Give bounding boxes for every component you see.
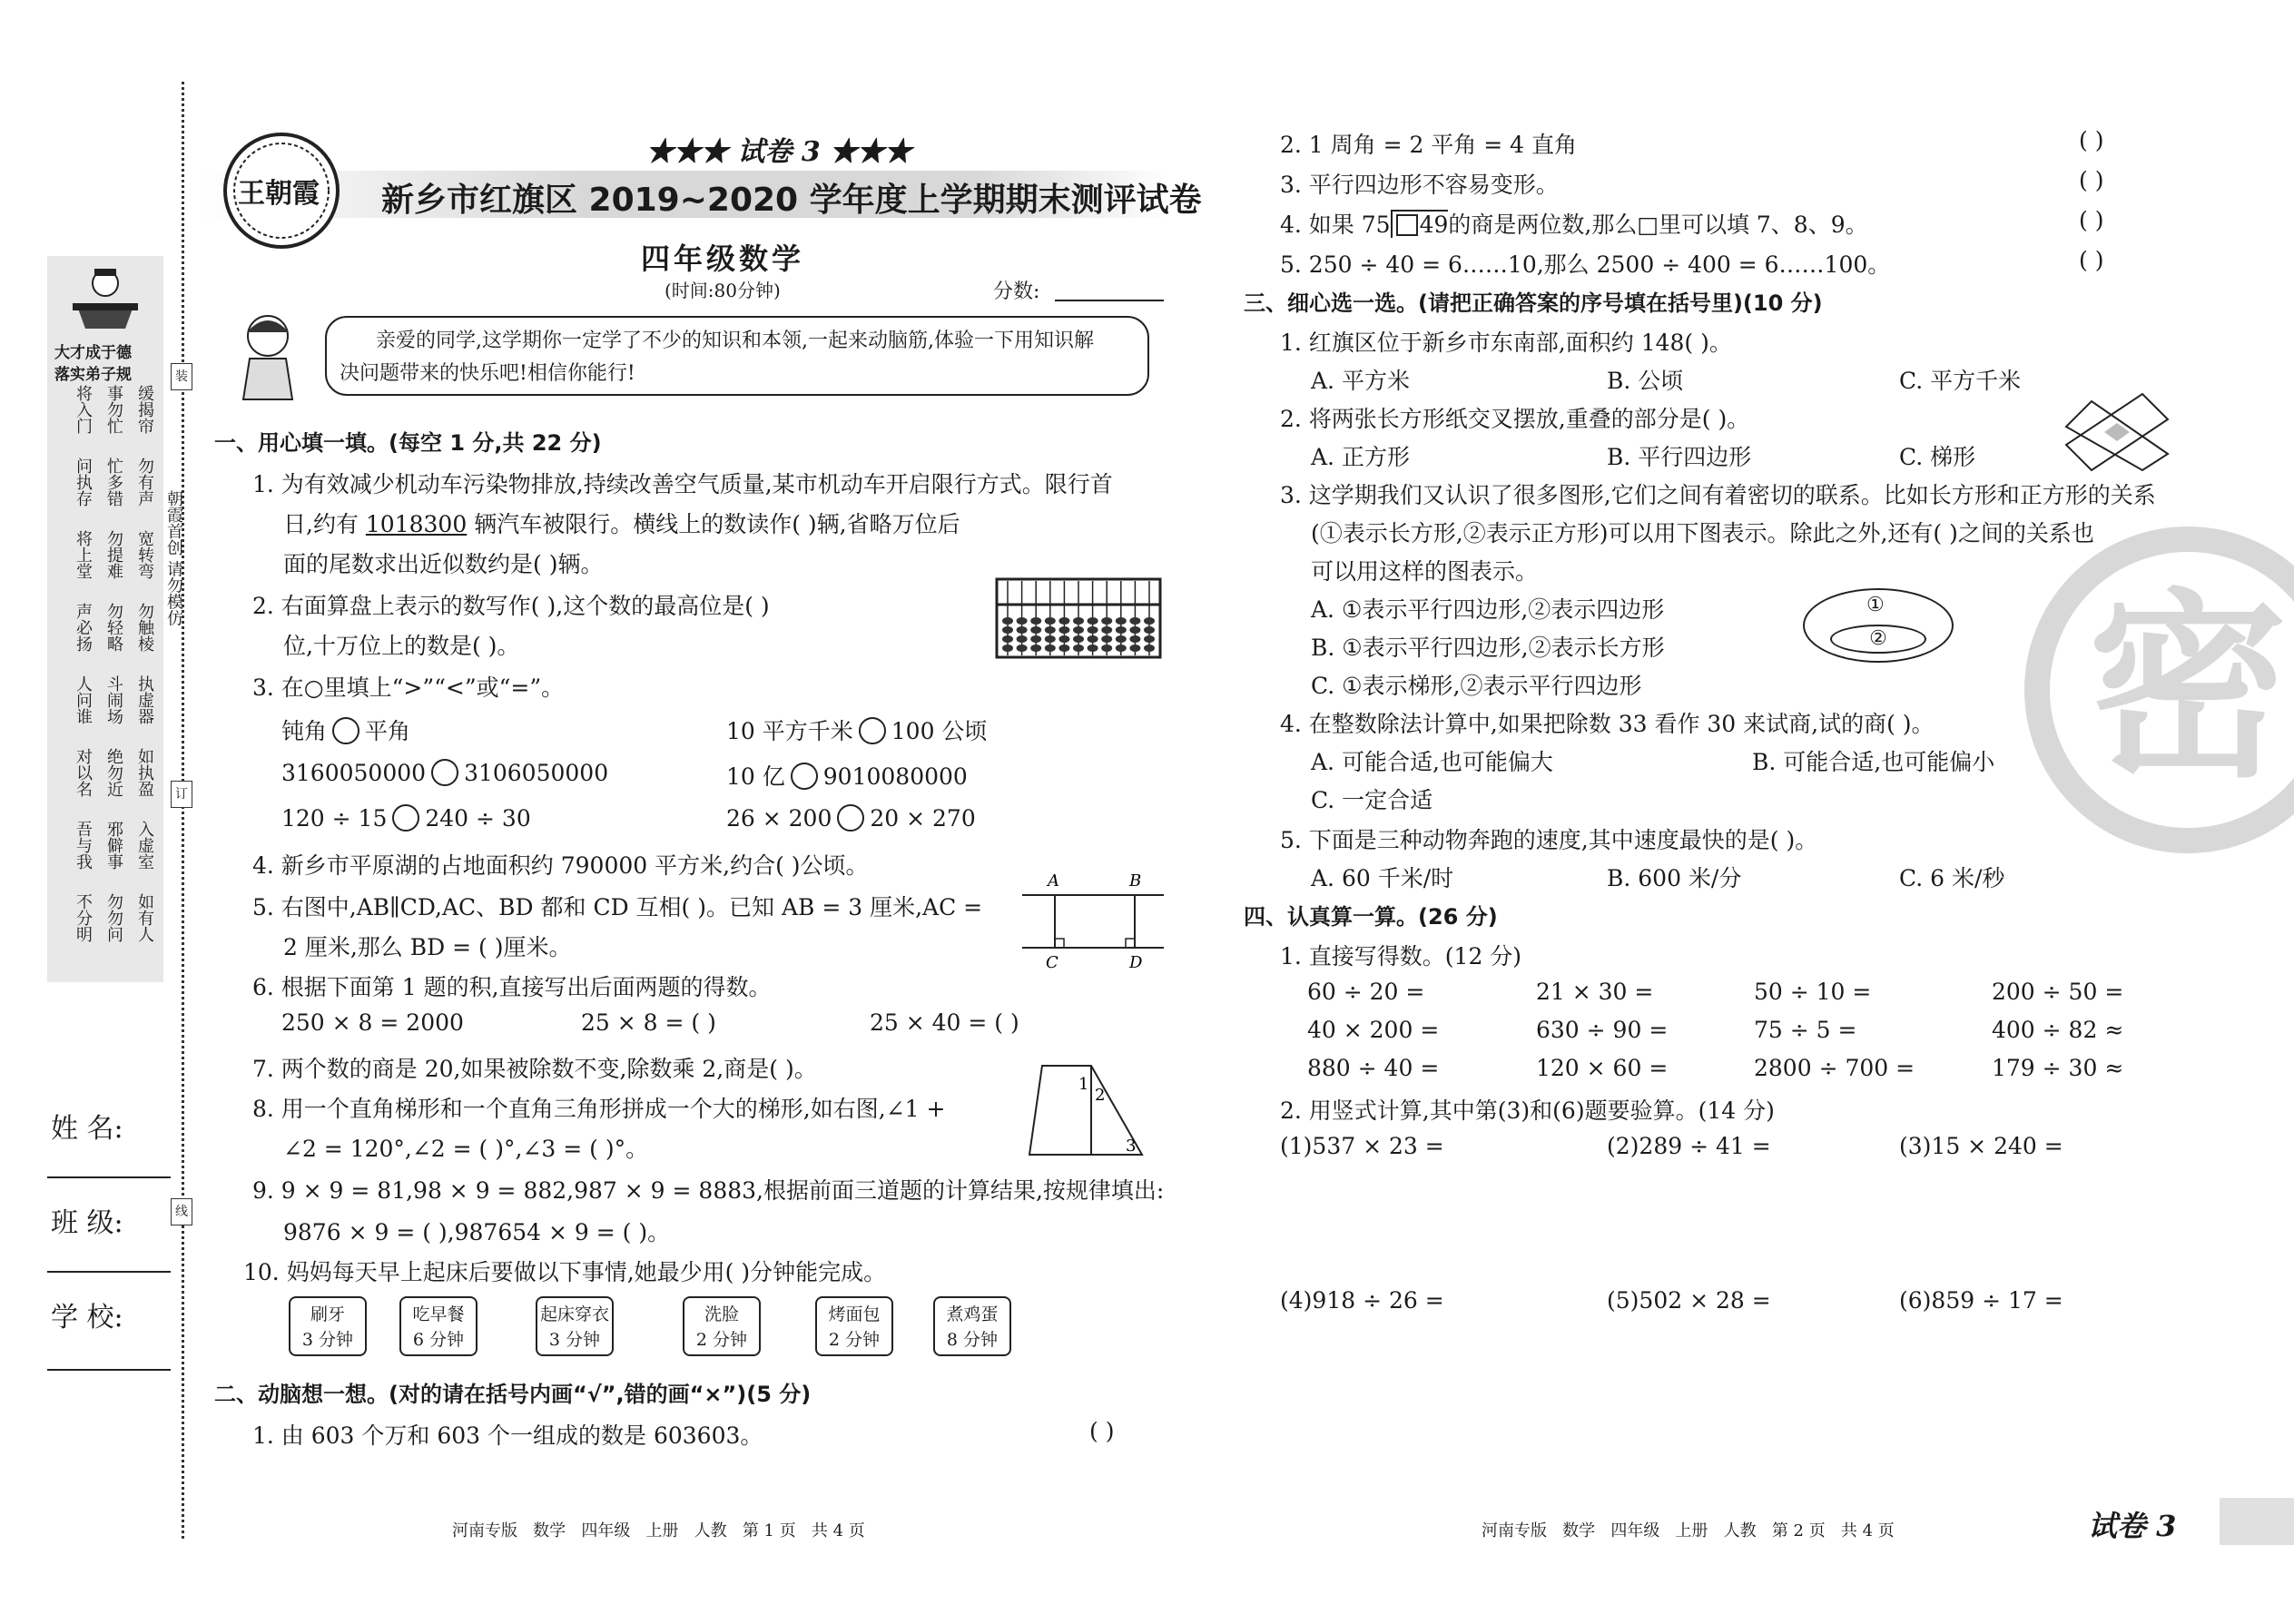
confidential-watermark: 密 [2024,527,2294,853]
score-field[interactable] [1055,300,1164,301]
compare-circle[interactable] [837,804,864,832]
s1-q2-line1: 2. 右面算盘上表示的数写作( ),这个数的最高位是( ) [252,593,770,619]
motto-phrase: 执虚器 [135,675,154,724]
motto-phrase: 绝勿近 [104,748,123,797]
school-field[interactable] [47,1369,171,1371]
footer-left: 河南专版 数学 四年级 上册 人教 第 1 页 共 4 页 [452,1521,865,1540]
task-time: 8 分钟 [946,1330,999,1350]
motto-phrase: 将上堂 [74,530,93,579]
abacus-bead [1116,635,1127,643]
s3-q1-opt-a: A. 平方米 [1311,368,1410,394]
compare-4 [726,759,968,792]
vert-calc-6: (6)859 ÷ 17 = [1899,1287,2063,1314]
s2-item-3: 3. 平行四边形不容易变形。 [1280,172,1559,198]
motto-phrase: 人问谁 [74,675,93,724]
s1-q1-line3: 面的尾数求出近似数约是( )辆。 [283,551,604,577]
motto-phrase: 对以名 [74,748,93,797]
compare-6 [726,804,976,832]
s1-q1-number: 1018300 [365,511,468,537]
section-3-title: 三、细心选一选。(请把正确答案的序号填在括号里)(10 分) [1244,290,1823,316]
s3-q1-opt-b: B. 公顷 [1607,368,1684,394]
motto-phrase: 声必扬 [74,603,93,652]
task-name: 起床穿衣 [539,1304,609,1324]
s3-q1-opt-c: C. 平方千米 [1899,368,2022,394]
s3-q4: 4. 在整数除法计算中,如果把除数 33 看作 30 来试商,试的商( )。 [1280,711,1935,737]
girl-mascot [227,309,309,408]
s3-q3-opt-c: C. ①表示梯形,②表示平行四边形 [1311,673,1642,699]
s2-answer-1[interactable]: ( ) [1089,1418,1115,1444]
fold-mark-3: 线 [171,1198,192,1225]
s4-q2: 2. 用竖式计算,其中第(3)和(6)题要验算。(14 分) [1280,1097,1775,1124]
motto-phrase: 勿轻略 [104,603,123,652]
motto-panel [47,256,163,982]
section-1-title: 一、用心填一填。(每空 1 分,共 22 分) [214,430,602,456]
task-box [536,1296,614,1356]
abacus-bead [1101,635,1112,643]
motto-phrase: 忙多错 [104,458,123,507]
task-name: 洗脸 [704,1304,739,1324]
oral-calc-item: 880 ÷ 40 = [1307,1055,1440,1081]
s3-q5-opt-a: A. 60 千米/时 [1311,865,1454,891]
s3-q1: 1. 红旗区位于新乡市东南部,面积约 148( )。 [1280,330,1732,356]
digit-box[interactable] [1396,214,1418,236]
motto-phrase: 勿提难 [104,530,123,579]
greeting-line-1: 亲爱的同学,这学期你一定学了不少的知识和本领,一起来动脑筋,体验一下用知识解 [376,330,1094,352]
subject-title: 四年级数学 [641,241,805,276]
abacus-bead [1017,635,1028,643]
abacus-bead [1144,626,1155,634]
s3-q3-opt-a: A. ①表示平行四边形,②表示四边形 [1311,596,1665,623]
task-time: 3 分钟 [548,1330,601,1350]
cmp-left: 120 ÷ 15 [281,805,388,832]
scholar-illustration [60,263,151,336]
compare-1 [281,714,410,746]
vert-calc-3: (3)15 × 240 = [1899,1133,2063,1159]
motto-phrase: 事勿忙 [104,385,123,434]
venn-outer-label: ① [1866,594,1885,616]
logo-text: 王朝霞 [238,178,320,210]
paper-badge-text: 试卷 3 [737,136,821,168]
task-time: 2 分钟 [828,1330,881,1350]
abacus-bead [1088,617,1098,625]
s1-q6: 6. 根据下面第 1 题的积,直接写出后面两题的得数。 [252,974,772,1000]
abacus-bead [1144,635,1155,643]
s1-q5-line2: 2 厘米,那么 BD = ( )厘米。 [283,934,572,960]
abacus-bead [1129,645,1140,652]
angle-3: 3 [1126,1137,1137,1156]
s2-item-4-text: 4. 如果 75 [1280,212,1391,238]
s1-q8-line1: 8. 用一个直角梯形和一个直角三角形拼成一个大的梯形,如右图,∠1 + [252,1096,946,1122]
abacus-bead [1030,626,1041,634]
task-time: 2 分钟 [695,1330,748,1350]
motto-columns [65,385,156,971]
trapezoid-figure [1026,1060,1153,1160]
fold-mark-1: 装 [171,363,192,390]
abacus-bead [1045,626,1056,634]
task-box [933,1296,1011,1356]
s4-q1: 1. 直接写得数。(12 分) [1280,943,1522,969]
s1-q9-line2: 9876 × 9 = ( ),987654 × 9 = ( )。 [283,1219,671,1245]
abacus-bead [1073,635,1084,643]
s2-answer-5[interactable]: ( ) [2079,247,2104,273]
s1-q1-text2: 辆汽车被限行。横线上的数读作( )辆,省略万位后 [474,511,960,537]
abacus-bead [1116,645,1127,652]
task-name: 吃早餐 [412,1304,465,1324]
abacus-bead [1088,645,1098,652]
abacus-bead [1002,617,1013,625]
s1-q1-text: 日,约有 [283,511,359,537]
abacus-bead [1144,645,1155,652]
s1-q5-line1: 5. 右图中,AB∥CD,AC、BD 都和 CD 互相( )。已知 AB = 3 厘米,AC = [252,894,983,920]
cmp-left: 26 × 200 [726,805,832,832]
abacus-bead [1002,626,1013,634]
task-box [683,1296,761,1356]
s2-item-1: 1. 由 603 个万和 603 个一组成的数是 603603。 [252,1422,763,1449]
label-d: D [1129,953,1143,971]
motto-phrase: 不分明 [74,893,93,942]
task-name: 烤面包 [828,1304,881,1324]
oral-calc-item: 60 ÷ 20 = [1307,979,1425,1005]
s3-q3-line2: (①表示长方形,②表示正方形)可以用下图表示。除此之外,还有( )之间的关系也 [1311,520,2094,546]
abacus-bead [1101,617,1112,625]
angle-2: 2 [1095,1086,1106,1105]
angle-1: 1 [1078,1075,1089,1094]
class-field[interactable] [47,1271,171,1273]
cmp-left: 3160050000 [281,760,427,786]
oral-calc-item: 21 × 30 = [1536,979,1654,1005]
s2-item-2: 2. 1 周角 = 2 平角 = 4 直角 [1280,132,1578,158]
section-4-title: 四、认真算一算。(26 分) [1244,904,1498,930]
abacus-bead [1030,645,1041,652]
motto-phrase: 缓揭帘 [135,385,154,434]
task-time: 6 分钟 [412,1330,465,1350]
motto-phrase: 勿有声 [135,458,154,507]
class-label: 班 级: [51,1207,123,1239]
motto-phrase: 问执存 [74,458,93,507]
paper-badge: ★★★ 试卷 3 ★★★ [646,136,912,168]
s1-q9-line1: 9. 9 × 9 = 81,98 × 9 = 882,987 × 9 = 8883,根据前面三道题的计算结果,按规律填出: [252,1177,1165,1204]
oral-calc-item: 75 ÷ 5 = [1754,1017,1857,1043]
oral-calc-item: 630 ÷ 90 = [1536,1017,1669,1043]
s3-q4-opt-c: C. 一定合适 [1311,787,1433,813]
abacus-bead [1045,617,1056,625]
compare-circle[interactable] [859,717,886,744]
cmp-left: 10 平方千米 [726,718,853,744]
s1-q1-line1: 1. 为有效减少机动车污染物排放,持续改善空气质量,某市机动车开启限行方式。限行首 [252,471,1113,497]
greeting-line-2: 决问题带来的快乐吧!相信你能行! [340,362,635,385]
motto-line-2: 落实弟子规 [54,366,132,384]
motto-phrase: 邪僻事 [104,821,123,870]
motto-phrase: 如执盈 [135,748,154,797]
motto-phrase: 如有人 [135,893,154,942]
task-box [289,1296,367,1356]
s3-q4-opt-b: B. 可能合适,也可能偏小 [1752,749,1995,775]
s1-q7: 7. 两个数的商是 20,如果被除数不变,除数乘 2,商是( )。 [252,1056,817,1082]
abacus-bead [1017,617,1028,625]
parallel-lines-figure [1019,870,1167,971]
abacus-bead [1088,635,1098,643]
name-field[interactable] [47,1176,171,1178]
label-b: B [1129,871,1142,891]
abacus-bead [1058,635,1069,643]
compare-circle[interactable] [332,717,359,744]
abacus-bead [1017,645,1028,652]
cmp-right: 100 公顷 [891,718,988,744]
school-label: 学 校: [51,1302,123,1334]
label-c: C [1046,953,1058,971]
s3-q3-line3: 可以用这样的图表示。 [1311,558,1539,585]
abacus-bead [1129,617,1140,625]
abacus-bead [1030,635,1041,643]
s2-answer-4[interactable]: ( ) [2079,207,2104,233]
compare-circle[interactable] [791,763,818,790]
compare-circle[interactable] [431,759,458,786]
s1-q8-line2: ∠2 = 120°,∠2 = ( )°,∠3 = ( )°。 [283,1136,649,1162]
abacus-bead [1002,645,1013,652]
motto-phrase: 勿勿问 [104,893,123,942]
vert-calc-1: (1)537 × 23 = [1280,1133,1444,1159]
corner-label: 试卷 3 [2088,1509,2177,1543]
oral-calc-item: 200 ÷ 50 = [1992,979,2124,1005]
label-a: A [1048,871,1059,891]
compare-circle[interactable] [392,804,419,832]
abacus-bead [1129,635,1140,643]
s2-item-4-tail: 的商是两位数,那么□里可以填 7、8、9。 [1448,212,1868,238]
vert-calc-2: (2)289 ÷ 41 = [1607,1133,1771,1159]
task-time: 3 分钟 [301,1330,354,1350]
footer-right: 河南专版 数学 四年级 上册 人教 第 2 页 共 4 页 [1482,1521,1895,1540]
cmp-right: 9010080000 [822,763,968,790]
abacus-bead [1058,617,1069,625]
s3-q2-opt-c: C. 梯形 [1899,444,1976,470]
crossed-rectangles-figure [2059,390,2177,472]
abacus-bead [1116,617,1127,625]
s3-q4-opt-a: A. 可能合适,也可能偏大 [1311,749,1553,775]
task-name: 刷牙 [310,1304,345,1324]
s1-q6-item-2: 25 × 8 = ( ) [581,1009,716,1036]
abacus-bead [1017,626,1028,634]
seal-text: 朝霞首创 请勿模仿 [164,490,183,626]
abacus-bead [1002,635,1013,643]
s1-q6-item-3: 25 × 40 = ( ) [870,1009,1019,1036]
venn-inner: ② [1830,625,1926,654]
abacus-figure [995,577,1162,659]
abacus-bead [1030,617,1041,625]
motto-phrase: 将入门 [74,385,93,434]
abacus-bead [1144,617,1155,625]
abacus-bead [1088,626,1098,634]
task-name: 煮鸡蛋 [946,1304,999,1324]
abacus-bead [1073,645,1084,652]
compare-2 [726,714,987,746]
cmp-left: 10 亿 [726,763,785,790]
abacus-bead [1045,645,1056,652]
vert-calc-5: (5)502 × 28 = [1607,1287,1771,1314]
motto-phrase: 宽转弯 [135,530,154,579]
s1-q2-line2: 位,十万位上的数是( )。 [283,633,520,659]
s1-q10: 10. 妈妈每天早上起床后要做以下事情,她最少用( )分钟能完成。 [243,1259,887,1285]
corner-tab [2170,1498,2294,1545]
name-label: 姓 名: [51,1113,123,1145]
s3-q3-opt-b: B. ①表示平行四边形,②表示长方形 [1311,635,1665,661]
motto-line-1: 大才成于德 [54,344,132,362]
motto-phrase: 斗闹场 [104,675,123,724]
abacus-bead [1116,626,1127,634]
oral-calc-item: 2800 ÷ 700 = [1754,1055,1915,1081]
abacus-bead [1101,645,1112,652]
abacus-bead [1058,645,1069,652]
abacus-bead [1045,635,1056,643]
motto-phrase: 吾与我 [74,821,93,870]
s3-q5-opt-b: B. 600 米/分 [1607,865,1742,891]
s3-q3-line1: 3. 这学期我们又认识了很多图形,它们之间有着密切的联系。比如长方形和正方形的关系 [1280,482,2156,508]
s1-q6-item-1: 250 × 8 = 2000 [281,1009,464,1036]
cmp-right: 240 ÷ 30 [425,805,531,832]
s2-answer-3[interactable]: ( ) [2079,167,2104,193]
s3-q2: 2. 将两张长方形纸交叉摆放,重叠的部分是( )。 [1280,406,1750,432]
oral-calc-item: 40 × 200 = [1307,1017,1440,1043]
fold-mark-2: 订 [171,781,192,808]
score-label: 分数: [993,281,1040,303]
abacus-bead [1058,626,1069,634]
vert-calc-4: (4)918 ÷ 26 = [1280,1287,1444,1314]
s3-q2-opt-a: A. 正方形 [1311,444,1410,470]
oral-calc-item: 120 × 60 = [1536,1055,1669,1081]
exam-title: 新乡市红旗区 2019~2020 学年度上学期期末测评试卷 [381,182,1202,219]
task-box [399,1296,478,1356]
s3-q5: 5. 下面是三种动物奔跑的速度,其中速度最快的是( )。 [1280,827,1818,853]
compare-5 [281,804,531,832]
s1-q1-line2 [283,507,960,539]
s1-q3: 3. 在○里填上“>”“<”或“=”。 [252,674,565,701]
motto-phrase: 勿触棱 [135,603,154,652]
s3-q5-opt-c: C. 6 米/秒 [1899,865,2005,891]
s2-item-5: 5. 250 ÷ 40 = 6……10,那么 2500 ÷ 400 = 6……100。 [1280,251,1891,278]
binding-dotted-line [182,82,184,1539]
oral-calc-item: 400 ÷ 82 ≈ [1992,1017,2124,1043]
cmp-left: 钝角 [281,718,328,744]
s2-item-4 [1280,207,1868,240]
s3-q2-opt-b: B. 平行四边形 [1607,444,1752,470]
abacus-bead [1129,626,1140,634]
cmp-right: 平角 [365,718,411,744]
abacus-bead [1073,626,1084,634]
compare-3 [281,759,608,786]
section-2-title: 二、动脑想一想。(对的请在括号内画“√”,错的画“×”)(5 分) [214,1382,812,1407]
abacus-bead [1101,626,1112,634]
cmp-right: 3106050000 [464,760,609,786]
abacus-bead [1073,617,1084,625]
motto-phrase: 入虚室 [135,821,154,870]
oral-calc-item: 179 ÷ 30 ≈ [1992,1055,2124,1081]
time-limit: (时间:80分钟) [665,280,781,301]
oral-calc-item: 50 ÷ 10 = [1754,979,1872,1005]
s2-item-4-divisor: 49 [1419,212,1449,238]
s2-answer-2[interactable]: ( ) [2079,127,2104,153]
cmp-right: 20 × 270 [870,805,976,832]
s1-q4: 4. 新乡市平原湖的占地面积约 790000 平方米,约合( )公顷。 [252,852,869,879]
task-box [815,1296,893,1356]
